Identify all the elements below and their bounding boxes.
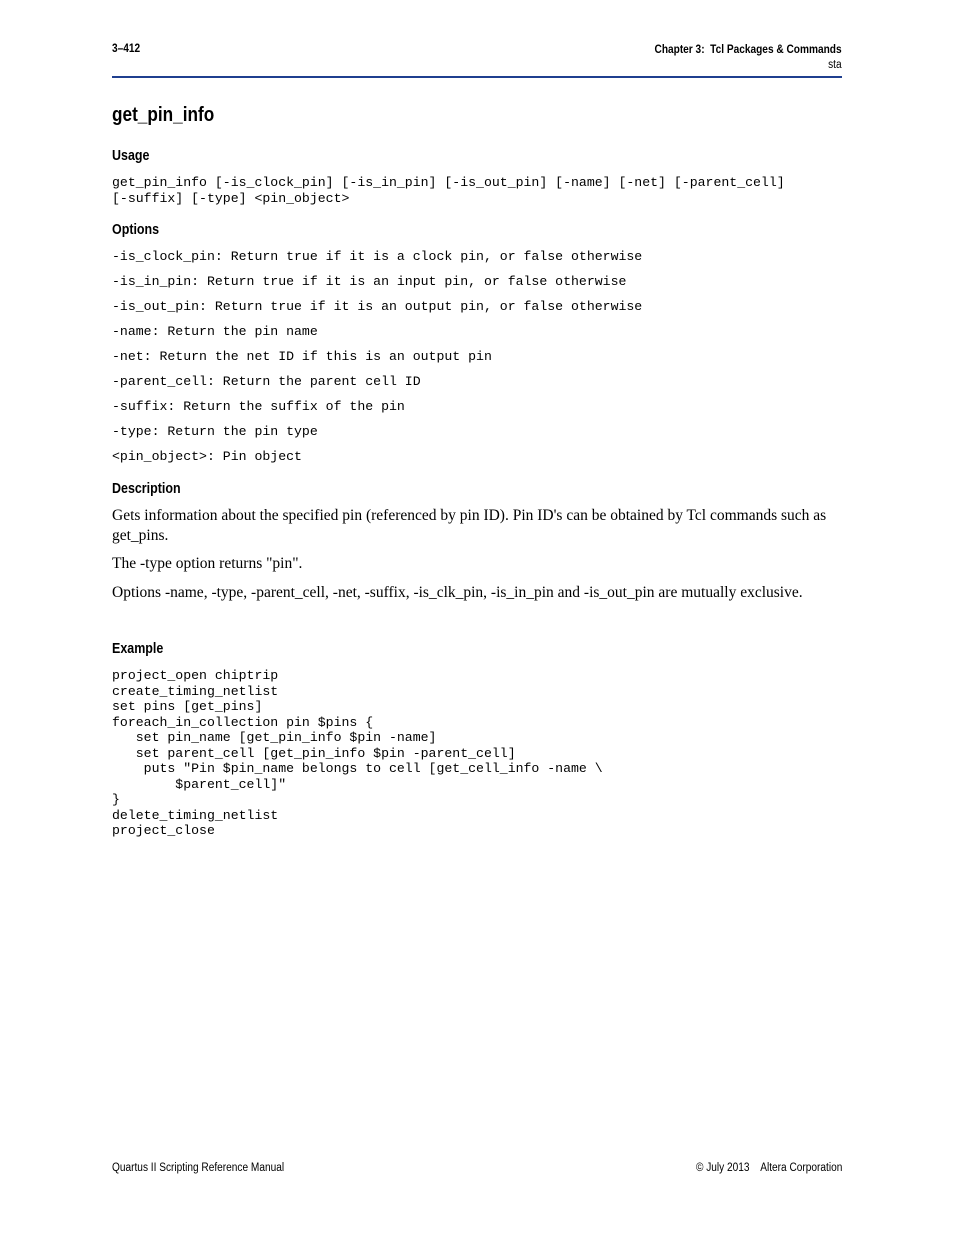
option-is-clock-pin: -is_clock_pin: Return true if it is a clock pin, or false otherwise <box>112 249 643 264</box>
description-paragraph-2: The -type option returns "pin". <box>112 555 303 572</box>
options-heading: Options <box>112 222 160 238</box>
example-heading: Example <box>112 641 164 657</box>
usage-line-1: get_pin_info [-is_clock_pin] [-is_in_pin] [-is_out_pin] [-name] [-net] [-parent_cell] <box>112 175 785 190</box>
page-number: 3–412 <box>112 43 141 55</box>
footer-copyright: © July 2013 Altera Corporation <box>695 1162 842 1174</box>
usage-heading: Usage <box>112 148 150 164</box>
running-header <box>629 43 842 73</box>
option-parent-cell: -parent_cell: Return the parent cell ID <box>112 374 421 389</box>
description-paragraph-3: Options -name, -type, -parent_cell, -net, -suffix, -is_clk_pin, -is_in_pin and -is_out_pin are mutually exclusive. <box>112 584 803 601</box>
chapter-title: Chapter 3: Tcl Packages & Commands <box>654 44 842 56</box>
footer-manual-title: Quartus II Scripting Reference Manual <box>112 1162 285 1174</box>
option-pin-object: <pin_object>: Pin object <box>112 449 302 464</box>
option-net: -net: Return the net ID if this is an output pin <box>112 349 492 364</box>
description-paragraph-1: Gets information about the specified pin (referenced by pin ID). Pin ID's can be obtained by Tcl commands such as get_pins. <box>112 507 827 544</box>
header-rule <box>112 76 842 78</box>
page-title: get_pin_info <box>112 104 215 126</box>
example-code: project_open chiptrip create_timing_netlist set pins [get_pins] foreach_in_collection pin $pins { set pin_name [get_pin_info $pin -name] set parent_cell [get_pin_info $pin -parent_cell] puts "Pin $pin_name belongs to cell [get_cell_info -name \ $parent_cell]" } delete_timing_netlist project_close <box>112 668 603 838</box>
usage-line-2: [-suffix] [-type] <pin_object> <box>112 190 350 206</box>
option-is-out-pin: -is_out_pin: Return true if it is an output pin, or false otherwise <box>112 299 643 314</box>
option-suffix: -suffix: Return the suffix of the pin <box>112 399 405 414</box>
description-heading: Description <box>112 481 181 497</box>
option-type: -type: Return the pin type <box>112 424 318 439</box>
option-is-in-pin: -is_in_pin: Return true if it is an input pin, or false otherwise <box>112 274 627 289</box>
option-name: -name: Return the pin name <box>112 324 318 339</box>
section-name: sta <box>828 59 842 71</box>
